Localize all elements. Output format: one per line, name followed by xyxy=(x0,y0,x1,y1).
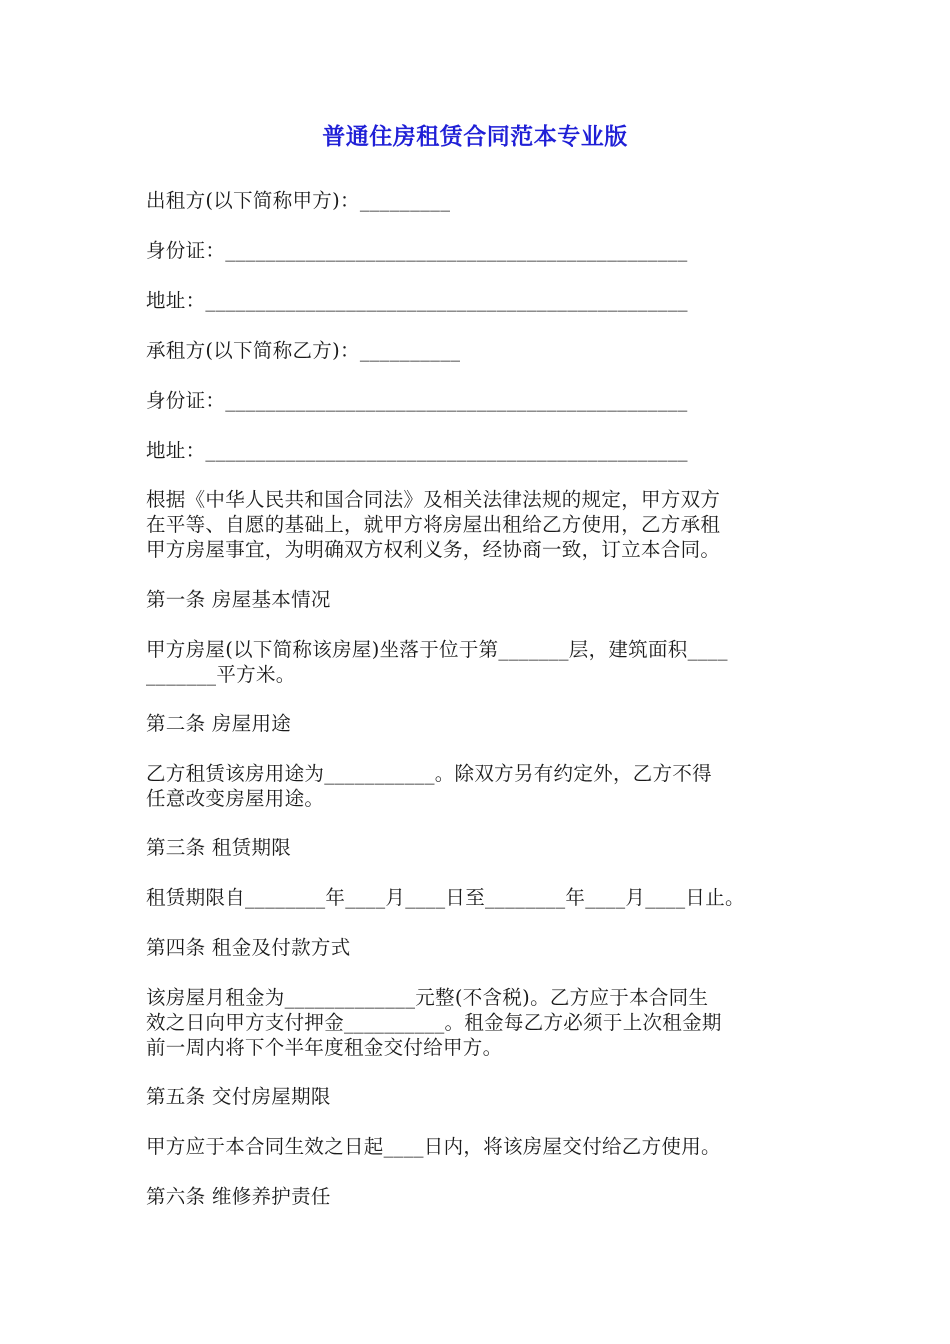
article-line: 效之日向甲方支付押金__________。租金每乙方必须于上次租金期 xyxy=(146,1011,722,1034)
article-4-body xyxy=(146,985,808,1060)
article-line: 任意改变房屋用途。 xyxy=(146,787,325,810)
preamble-line: 根据《中华人民共和国合同法》及相关法律法规的规定，甲方双方 xyxy=(146,488,721,511)
lessee-name-field: 承租方(以下简称乙方)：__________ xyxy=(146,339,461,362)
article-5-heading: 第五条 交付房屋期限 xyxy=(146,1085,331,1108)
article-4-heading: 第四条 租金及付款方式 xyxy=(146,936,351,959)
lessor-id-field: 身份证：______________________________________________ xyxy=(146,239,688,262)
lessee-address-field: 地址：________________________________________________ xyxy=(146,439,688,462)
article-2-body xyxy=(146,761,808,811)
article-6-heading: 第六条 维修养护责任 xyxy=(146,1185,331,1208)
article-line: 甲方房屋(以下简称该房屋)坐落于位于第_______层，建筑面积____ xyxy=(146,638,728,661)
article-1-body xyxy=(146,637,808,687)
lessor-address-field: 地址：________________________________________________ xyxy=(146,289,688,312)
article-2-heading: 第二条 房屋用途 xyxy=(146,712,292,735)
article-3-body xyxy=(146,885,808,910)
lessor-name-field: 出租方(以下简称甲方)：_________ xyxy=(146,189,451,212)
document-title: 普通住房租赁合同范本专业版 xyxy=(322,124,628,150)
article-line: 乙方租赁该房用途为___________。除双方另有约定外，乙方不得 xyxy=(146,762,712,785)
preamble-paragraph xyxy=(146,487,808,562)
article-line: 甲方应于本合同生效之日起____日内，将该房屋交付给乙方使用。 xyxy=(146,1135,721,1158)
article-3-heading: 第三条 租赁期限 xyxy=(146,836,292,859)
lessee-id-field: 身份证：______________________________________________ xyxy=(146,389,688,412)
article-line: _______平方米。 xyxy=(146,663,296,686)
article-line: 租赁期限自________年____月____日至________年____月____日止。 xyxy=(146,886,745,909)
preamble-line: 在平等、自愿的基础上，就甲方将房屋出租给乙方使用，乙方承租 xyxy=(146,513,721,536)
preamble-line: 甲方房屋事宜，为明确双方权利义务，经协商一致，订立本合同。 xyxy=(146,538,721,561)
article-line: 该房屋月租金为_____________元整(不含税)。乙方应于本合同生 xyxy=(146,986,709,1009)
article-5-body xyxy=(146,1134,808,1159)
article-1-heading: 第一条 房屋基本情况 xyxy=(146,588,331,611)
article-line: 前一周内将下个半年度租金交付给甲方。 xyxy=(146,1036,503,1059)
